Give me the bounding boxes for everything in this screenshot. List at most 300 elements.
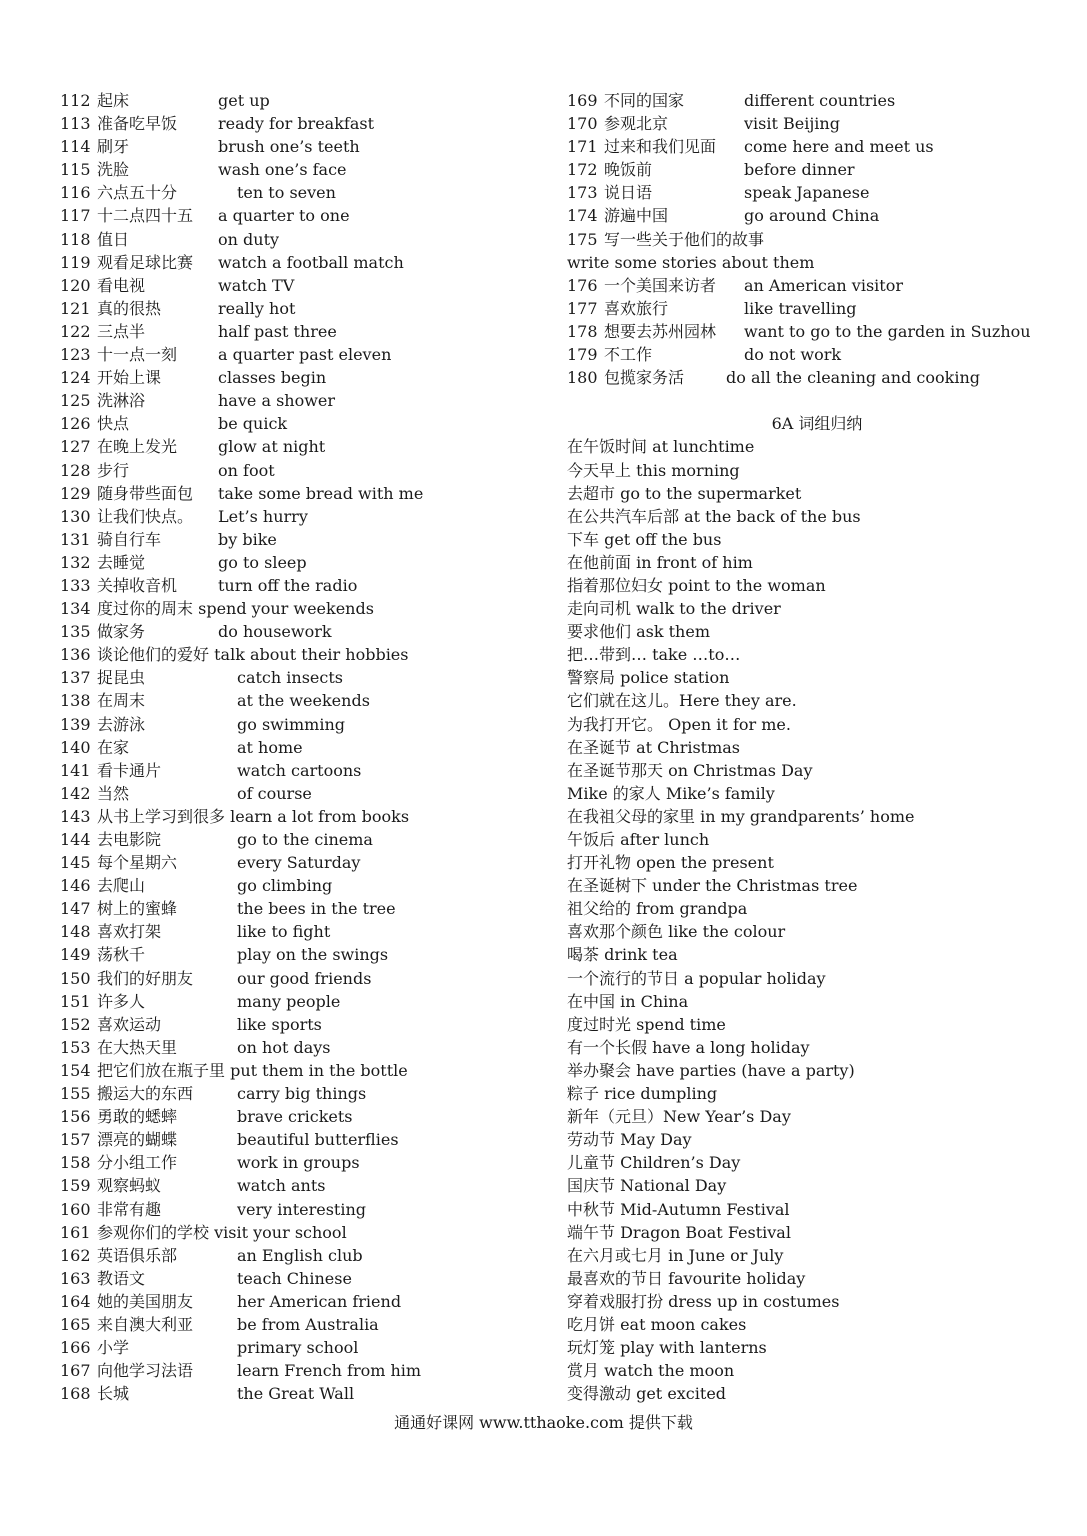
chinese-phrase: 长城	[97, 1384, 130, 1404]
item-number: 169	[567, 91, 598, 110]
vocab-row	[60, 689, 530, 712]
item-number: 157	[60, 1130, 91, 1150]
phrase-item: 在圣诞树下 under the Christmas tree	[567, 876, 858, 896]
english-phrase: visit Beijing	[744, 114, 840, 134]
vocab-row	[567, 158, 1067, 181]
vocab-row	[60, 482, 530, 505]
english-phrase: be from Australia	[237, 1314, 379, 1334]
chinese-phrase: 随身带些面包	[97, 483, 194, 503]
item-number: 174	[567, 206, 598, 226]
english-phrase: go to sleep	[218, 552, 307, 572]
chinese-text: 度过你的周末	[97, 599, 194, 619]
vocab-row	[60, 782, 530, 805]
english-phrase: brave crickets	[237, 1107, 353, 1127]
vocab-row	[60, 343, 530, 366]
english-phrase: very interesting	[237, 1199, 367, 1219]
vocab-row	[60, 320, 530, 343]
chinese-phrase: 关掉收音机	[97, 575, 178, 595]
item-number: 124	[60, 368, 91, 388]
vocab-row	[60, 920, 530, 943]
english-phrase: write some stories about them	[567, 252, 815, 272]
english-phrase: watch TV	[218, 275, 295, 295]
vocab-row	[60, 412, 530, 435]
english-phrase: glow at night	[218, 437, 326, 457]
phrase-item: 赏月 watch the moon	[567, 1361, 735, 1381]
vocab-row	[60, 135, 530, 158]
phrase-item: 下车 get off the bus	[567, 529, 722, 549]
english-phrase: spend your weekends	[198, 599, 374, 619]
vocab-row	[60, 1174, 530, 1197]
chinese-phrase: 英语俱乐部	[97, 1245, 178, 1265]
english-phrase: have a shower	[218, 391, 336, 411]
phrase-item: 有一个长假 have a long holiday	[567, 1037, 810, 1057]
vocab-row	[60, 943, 530, 966]
phrase-item: 打开礼物 open the present	[567, 853, 774, 873]
vocab-row	[60, 1198, 530, 1221]
item-number: 136	[60, 645, 91, 665]
phrase-item: 警察局 police station	[567, 668, 730, 688]
vocab-row	[60, 759, 530, 782]
vocab-row	[567, 112, 1067, 135]
item-number: 180	[567, 368, 598, 388]
chinese-phrase: 让我们快点。	[97, 506, 194, 526]
footer-watermark: 通通好课网 www.tthaoke.com 提供下载	[394, 1413, 693, 1432]
english-phrase: wash one’s face	[218, 160, 347, 180]
item-number: 122	[60, 321, 91, 341]
chinese-phrase: 在大热天里	[97, 1037, 178, 1057]
phrase-item: 最喜欢的节日 favourite holiday	[567, 1268, 806, 1288]
item-number: 115	[60, 160, 91, 180]
item-number: 130	[60, 506, 91, 526]
chinese-phrase: 教语文	[97, 1268, 146, 1288]
english-phrase: go around China	[744, 206, 880, 226]
phrase-item: 去超市 go to the supermarket	[567, 483, 802, 503]
item-number: 121	[60, 298, 91, 318]
item-number: 149	[60, 945, 91, 965]
english-phrase: the bees in the tree	[237, 899, 396, 919]
vocab-row	[567, 320, 1067, 343]
item-number: 153	[60, 1037, 91, 1057]
chinese-text: 把它们放在瓶子里	[97, 1060, 226, 1080]
vocab-row	[60, 1267, 530, 1290]
phrase-item: 喜欢那个颜色 like the colour	[567, 922, 786, 942]
item-number: 117	[60, 206, 91, 226]
vocab-row	[60, 967, 530, 990]
chinese-phrase: 分小组工作	[97, 1153, 178, 1173]
phrase-item: 祖父给的 from grandpa	[567, 899, 748, 919]
item-number: 129	[60, 483, 91, 503]
vocab-row	[60, 1151, 530, 1174]
chinese-phrase: 不工作	[604, 345, 653, 365]
english-phrase: ready for breakfast	[218, 114, 375, 134]
vocab-row	[60, 1290, 530, 1313]
item-number: 177	[567, 298, 598, 318]
english-phrase: brush one’s teeth	[218, 137, 360, 157]
vocab-row	[60, 643, 530, 666]
chinese-phrase: 树上的蜜蜂	[97, 899, 178, 919]
vocab-row	[60, 389, 530, 412]
english-phrase: watch ants	[237, 1176, 326, 1196]
chinese-phrase: 非常有趣	[97, 1199, 162, 1219]
english-phrase: on duty	[218, 229, 280, 249]
item-number: 133	[60, 575, 91, 595]
english-phrase: go swimming	[237, 714, 345, 734]
english-phrase: come here and meet us	[744, 137, 934, 157]
phrase-item: 儿童节 Children’s Day	[567, 1153, 741, 1173]
vocab-row	[60, 1013, 530, 1036]
chinese-phrase: 三点半	[97, 321, 146, 341]
chinese-phrase: 漂亮的蝴蝶	[97, 1130, 178, 1150]
chinese-phrase: 想要去苏州园林	[604, 321, 717, 341]
english-phrase: of course	[237, 783, 312, 803]
item-number: 113	[60, 114, 91, 134]
item-number: 112	[60, 91, 91, 110]
vocab-row	[60, 1313, 530, 1336]
chinese-phrase: 在晚上发光	[97, 437, 178, 457]
vocab-row	[567, 204, 1067, 227]
english-phrase: like to fight	[237, 922, 331, 942]
chinese-phrase	[97, 643, 408, 666]
phrase-item: 玩灯笼 play with lanterns	[567, 1338, 767, 1358]
chinese-phrase: 喜欢旅行	[604, 298, 669, 318]
english-phrase: get up	[218, 91, 270, 110]
chinese-phrase: 起床	[97, 91, 130, 110]
english-phrase: go to the cinema	[237, 830, 373, 849]
phrase-item: 把…带到… take …to…	[567, 645, 741, 665]
right-column	[567, 89, 1067, 1405]
chinese-phrase: 喜欢运动	[97, 1014, 162, 1034]
item-number: 126	[60, 414, 91, 434]
english-phrase: catch insects	[237, 668, 343, 688]
vocab-row	[60, 551, 530, 574]
chinese-phrase: 做家务	[97, 622, 146, 642]
chinese-text: 参观你们的学校	[97, 1222, 210, 1242]
vocab-row	[60, 435, 530, 458]
vocab-row	[60, 1105, 530, 1128]
english-phrase: teach Chinese	[237, 1268, 352, 1288]
english-phrase: ten to seven	[237, 183, 336, 203]
chinese-phrase: 荡秋千	[97, 945, 146, 965]
english-phrase: do all the cleaning and cooking	[726, 368, 981, 388]
chinese-phrase: 游遍中国	[604, 206, 669, 226]
english-phrase: on foot	[218, 460, 275, 480]
item-number: 159	[60, 1176, 91, 1196]
item-number: 163	[60, 1268, 91, 1288]
item-number: 147	[60, 899, 91, 919]
item-number: 161	[60, 1222, 91, 1242]
chinese-phrase: 写一些关于他们的故事	[604, 229, 765, 249]
item-number: 123	[60, 345, 91, 365]
vocab-row	[60, 1128, 530, 1151]
english-phrase: every Saturday	[237, 853, 361, 873]
chinese-phrase	[97, 597, 374, 620]
vocab-row	[60, 713, 530, 736]
phrase-item: 在圣诞节 at Christmas	[567, 737, 741, 757]
vocab-row	[60, 1359, 530, 1382]
vocab-row	[60, 1244, 530, 1267]
vocab-row	[60, 204, 530, 227]
chinese-phrase: 骑自行车	[97, 529, 162, 549]
vocab-row	[60, 597, 530, 620]
vocab-row	[60, 574, 530, 597]
english-phrase: put them in the bottle	[230, 1060, 408, 1080]
chinese-phrase: 去电影院	[97, 830, 162, 849]
item-number: 140	[60, 737, 91, 757]
english-phrase: a quarter to one	[218, 206, 350, 226]
vocab-row	[567, 89, 1067, 112]
item-number: 162	[60, 1245, 91, 1265]
left-column	[60, 89, 530, 1405]
phrase-item: 在中国 in China	[567, 991, 689, 1011]
item-number: 144	[60, 830, 91, 849]
english-phrase: watch a football match	[218, 252, 404, 272]
english-phrase: her American friend	[237, 1291, 402, 1311]
phrase-item: 中秋节 Mid-Autumn Festival	[567, 1199, 790, 1219]
chinese-phrase	[97, 1059, 408, 1082]
item-number: 173	[567, 183, 598, 203]
english-phrase: at the weekends	[237, 691, 370, 711]
phrase-item: 它们就在这儿。Here they are.	[567, 691, 797, 711]
english-phrase: do not work	[744, 345, 842, 365]
chinese-phrase: 一个美国来访者	[604, 275, 717, 295]
chinese-phrase: 步行	[97, 460, 130, 480]
chinese-phrase: 过来和我们见面	[604, 137, 717, 157]
english-phrase: visit your school	[214, 1222, 347, 1242]
english-phrase: watch cartoons	[237, 760, 362, 780]
phrase-item: 变得激动 get excited	[567, 1384, 727, 1404]
vocab-row	[60, 1082, 530, 1105]
chinese-text: 从书上学习到很多	[97, 806, 226, 826]
chinese-phrase: 十一点一刻	[97, 345, 178, 365]
phrase-item: 在我祖父母的家里 in my grandparents’ home	[567, 806, 915, 826]
item-number: 166	[60, 1338, 91, 1358]
item-number: 132	[60, 552, 91, 572]
vocab-row	[60, 459, 530, 482]
english-phrase: before dinner	[744, 160, 855, 180]
chinese-phrase: 六点五十分	[97, 183, 178, 203]
phrase-item: 端午节 Dragon Boat Festival	[567, 1222, 791, 1242]
chinese-phrase: 真的很热	[97, 298, 162, 318]
item-number: 151	[60, 991, 91, 1011]
item-number: 160	[60, 1199, 91, 1219]
chinese-phrase: 晚饭前	[604, 160, 653, 180]
phrase-item: 在六月或七月 in June or July	[567, 1245, 784, 1265]
english-phrase: at home	[237, 737, 303, 757]
chinese-phrase: 快点	[97, 414, 130, 434]
item-number: 148	[60, 922, 91, 942]
chinese-phrase: 去爬山	[97, 876, 146, 896]
item-number: 150	[60, 968, 91, 988]
english-phrase: the Great Wall	[237, 1384, 355, 1404]
english-phrase: an American visitor	[744, 275, 903, 295]
item-number: 143	[60, 806, 91, 826]
item-number: 179	[567, 345, 598, 365]
item-number: 164	[60, 1291, 91, 1311]
chinese-phrase: 许多人	[97, 991, 146, 1011]
english-phrase: an English club	[237, 1245, 363, 1265]
item-number: 134	[60, 599, 91, 619]
english-phrase: our good friends	[237, 968, 372, 988]
item-number: 145	[60, 853, 91, 873]
phrase-item: 在圣诞节那天 on Christmas Day	[567, 760, 813, 780]
chinese-phrase: 看卡通片	[97, 760, 162, 780]
chinese-phrase	[97, 805, 409, 828]
item-number: 114	[60, 137, 91, 157]
vocab-row	[60, 274, 530, 297]
chinese-phrase: 观察蚂蚁	[97, 1176, 162, 1196]
english-phrase: Let’s hurry	[218, 506, 308, 526]
item-number: 137	[60, 668, 91, 688]
english-phrase: primary school	[237, 1338, 359, 1358]
vocab-row	[60, 897, 530, 920]
english-phrase: like sports	[237, 1014, 322, 1034]
vocab-row	[60, 251, 530, 274]
chinese-phrase: 去睡觉	[97, 552, 146, 572]
chinese-phrase: 小学	[97, 1338, 130, 1358]
item-number: 139	[60, 714, 91, 734]
english-phrase: a quarter past eleven	[218, 345, 392, 365]
item-number: 176	[567, 275, 598, 295]
english-phrase: work in groups	[237, 1153, 360, 1173]
english-phrase: turn off the radio	[218, 575, 358, 595]
vocab-row	[567, 181, 1067, 204]
item-number: 118	[60, 229, 91, 249]
chinese-phrase: 刷牙	[97, 137, 130, 157]
phrase-item: 粽子 rice dumpling	[567, 1084, 718, 1104]
chinese-phrase: 来自澳大利亚	[97, 1314, 194, 1334]
vocab-row	[60, 1382, 530, 1405]
english-phrase: really hot	[218, 298, 296, 318]
english-phrase: different countries	[744, 91, 896, 110]
vocab-row	[567, 366, 1067, 389]
chinese-phrase: 包揽家务活	[604, 368, 685, 388]
vocab-row	[60, 874, 530, 897]
chinese-phrase: 十二点四十五	[97, 206, 194, 226]
phrase-item: 度过时光 spend time	[567, 1014, 726, 1034]
phrase-item: 指着那位妇女 point to the woman	[567, 575, 826, 595]
vocab-row	[567, 135, 1067, 158]
item-number: 116	[60, 183, 91, 203]
vocab-row	[60, 805, 530, 828]
vocab-row	[60, 1059, 530, 1082]
item-number: 120	[60, 275, 91, 295]
chinese-phrase	[97, 1221, 347, 1244]
item-number: 172	[567, 160, 598, 180]
chinese-phrase: 准备吃早饭	[97, 114, 178, 134]
vocab-row	[60, 366, 530, 389]
english-phrase: speak Japanese	[744, 183, 870, 203]
chinese-phrase: 洗脸	[97, 160, 130, 180]
chinese-phrase: 勇敢的蟋蟀	[97, 1107, 178, 1127]
item-number: 156	[60, 1107, 91, 1127]
phrase-item: 劳动节 May Day	[567, 1130, 692, 1150]
vocab-row	[567, 297, 1067, 320]
phrase-item: 要求他们 ask them	[567, 622, 710, 642]
english-phrase: on hot days	[237, 1037, 331, 1057]
chinese-phrase: 当然	[97, 783, 130, 803]
phrase-item: 在午饭时间 at lunchtime	[567, 437, 755, 457]
item-number: 146	[60, 876, 91, 896]
chinese-phrase: 开始上课	[97, 368, 162, 388]
item-number: 127	[60, 437, 91, 457]
chinese-phrase: 我们的好朋友	[97, 968, 194, 988]
item-number: 142	[60, 783, 91, 803]
phrase-item: 在他前面 in front of him	[567, 552, 753, 572]
vocab-row	[60, 181, 530, 204]
english-phrase: learn a lot from books	[230, 806, 410, 826]
item-number: 158	[60, 1153, 91, 1173]
chinese-phrase: 不同的国家	[604, 91, 685, 110]
english-phrase: take some bread with me	[218, 483, 424, 503]
vocab-row	[60, 528, 530, 551]
english-phrase: play on the swings	[237, 945, 389, 965]
chinese-phrase: 洗淋浴	[97, 391, 146, 411]
phrase-item: 国庆节 National Day	[567, 1176, 727, 1196]
english-phrase: by bike	[218, 529, 277, 549]
item-number: 125	[60, 391, 91, 411]
item-number: 152	[60, 1014, 91, 1034]
chinese-phrase: 向他学习法语	[97, 1361, 194, 1381]
item-number: 167	[60, 1361, 91, 1381]
english-phrase: carry big things	[237, 1084, 367, 1104]
chinese-phrase: 去游泳	[97, 714, 146, 734]
chinese-phrase: 说日语	[604, 183, 653, 203]
item-number: 138	[60, 691, 91, 711]
item-number: 165	[60, 1314, 91, 1334]
phrase-item: 午饭后 after lunch	[567, 830, 710, 849]
phrase-item: 一个流行的节日 a popular holiday	[567, 968, 826, 988]
vocab-row	[567, 228, 1067, 251]
chinese-phrase: 捉昆虫	[97, 668, 146, 688]
vocab-row	[60, 89, 530, 112]
vocab-row	[60, 1221, 530, 1244]
item-number: 131	[60, 529, 91, 549]
phrase-item: 为我打开它。 Open it for me.	[567, 714, 791, 734]
item-number: 154	[60, 1060, 91, 1080]
chinese-phrase: 她的美国朋友	[97, 1291, 194, 1311]
vocab-row	[567, 343, 1067, 366]
phrase-item: 在公共汽车后部 at the back of the bus	[567, 506, 861, 526]
chinese-phrase: 喜欢打架	[97, 922, 162, 942]
english-phrase: like travelling	[744, 298, 857, 318]
english-phrase: many people	[237, 991, 341, 1011]
phrase-item: 吃月饼 eat moon cakes	[567, 1314, 747, 1334]
phrase-item: 穿着戏服打扮 dress up in costumes	[567, 1291, 840, 1311]
english-phrase: be quick	[218, 414, 288, 434]
vocab-row	[60, 990, 530, 1013]
item-number: 141	[60, 760, 91, 780]
chinese-phrase: 在周末	[97, 691, 146, 711]
vocab-row	[60, 228, 530, 251]
english-phrase: classes begin	[218, 368, 327, 388]
chinese-phrase: 值日	[97, 229, 130, 249]
vocab-row	[60, 505, 530, 528]
vocab-row	[60, 112, 530, 135]
phrase-item: Mike 的家人 Mike’s family	[567, 783, 775, 803]
english-phrase: want to go to the garden in Suzhou	[744, 321, 1031, 341]
vocab-row	[60, 297, 530, 320]
english-phrase: do housework	[218, 622, 332, 642]
vocab-row	[60, 666, 530, 689]
chinese-phrase: 搬运大的东西	[97, 1084, 194, 1104]
vocab-row	[60, 620, 530, 643]
vocab-row	[60, 1336, 530, 1359]
chinese-phrase: 在家	[97, 737, 130, 757]
vocab-row	[60, 158, 530, 181]
vocab-row	[567, 274, 1067, 297]
item-number: 128	[60, 460, 91, 480]
vocab-row	[567, 251, 1067, 274]
